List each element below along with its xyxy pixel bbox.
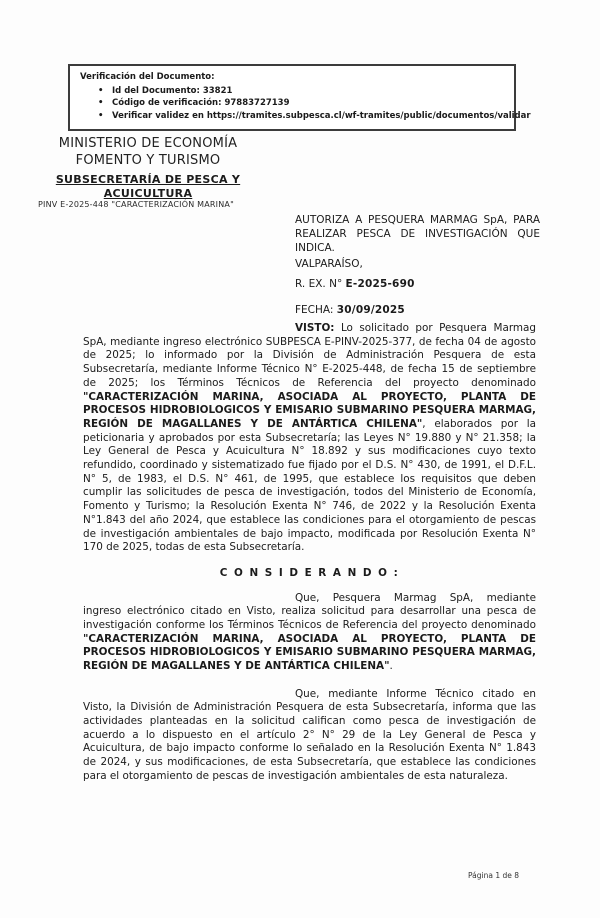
considerando-heading: C O N S I D E R A N D O : [219,566,400,579]
visto-label: VISTO: [295,322,335,334]
verification-code: • Código de verificación: 97883727139 [80,97,508,110]
verification-list [80,85,531,123]
considerando-paragraph-1 [83,592,536,674]
ministry-line-1: MINISTERIO DE ECONOMÍA [58,136,238,151]
considerando-1-text-1: Que, Pesquera Marmag SpA, mediante ingreso electrónico citado en Visto, realiza solicitud para desarrollar una pesca de investigación conforme los Términos Técnicos de Referencia del proyecto denominado [83,591,536,632]
resolution-body [83,322,536,783]
project-reference: PINV E-2025-448 "CARACTERIZACIÓN MARINA" [38,200,234,209]
date-value: 30/09/2025 [336,304,405,316]
ministry-name [42,136,254,169]
considerando-paragraph-2: Que, mediante Informe Técnico citado en Visto, la División de Administración Pesquera de esta Subsecretaría, informa que las actividades planteadas en la solicitud califican como pesca de investigación de acuerdo a lo dispuesto en el artículo 2° N° 29 de la Ley General de Pesca y Acuicultura, de bajo impacto conforme lo señalado en la Resolución Exenta N° 1.843 de 2024, y sus modificaciones, de esta Subsecretaría, que establece las condiciones para el otorgamiento de pescas de investigación ambientales de esta naturaleza. [83,687,536,782]
visto-text-1: Lo solicitado por Pesquera Marmag SpA, mediante ingreso electrónico SUBPESCA E-PINV-2025-377, de fecha 04 de agosto de 2025; lo informado por la División de Administración Pesquera de esta Subsecretaría, mediante Informe Técnico N° E-2025-448, de fecha 15 de septiembre de 2025; los Términos Técnicos de Referencia del proyecto denominado [83,322,536,389]
visto-paragraph [83,322,536,555]
subsecretaria-title: SUBSECRETARÍA DE PESCA Y ACUICULTURA [55,173,241,200]
visto-text-2: , elaborados por la peticionaria y aprobados por esta Subsecretaría; las Leyes N° 19.880 y N° 21.358; la Ley General de Pesca y Acuicultura N° 18.892 y sus modificaciones cuyo texto refundido, coordinado y sistematizado fue fijado por el D.S. N° 430, de 1991, el D.F.L. N° 5, de 1983, el D.S. N° 461, de 1995, que establece los requisitos que deben cumplir las solicitudes de pesca de investigación, todos del Ministerio de Economía, Fomento y Turismo; la Resolución Exenta N° 746, de 2022 y la Resolución Exenta N°1.843 del año 2024, que establece las condiciones para el otorgamiento de pescas de investigación ambientales de bajo impacto, modificada por Resolución Exenta N° 170 de 2025, todas de esta Subsecretaría. [83,417,536,554]
verification-box [68,64,531,131]
resolution-number-line [295,278,415,290]
page-number: Página 1 de 8 [468,871,520,880]
subject-title: AUTORIZA A PESQUERA MARMAG SpA, PARA REALIZAR PESCA DE INVESTIGACIÓN QUE INDICA. [295,214,540,254]
project-title-bold-2: "CARACTERIZACIÓN MARINA, ASOCIADA AL PROYECTO, PLANTA DE PROCESOS HIDROBIOLOGICOS Y EMISARIO SUBMARINO PESQUERA MARMAG, REGIÓN DE MAGALLANES Y DE ANTÁRTICA CHILENA" [83,632,536,673]
verification-title: Verificación del Documento: [80,72,215,82]
date-line [295,304,405,316]
resolution-number: E-2025-690 [345,278,415,290]
resolution-label: R. EX. N° [295,278,346,290]
ministry-line-2: FOMENTO Y TURISMO [75,152,221,168]
city-line: VALPARAÍSO, [295,258,363,270]
project-title-bold: "CARACTERIZACIÓN MARINA, ASOCIADA AL PROYECTO, PLANTA DE PROCESOS HIDROBIOLOGICOS Y EMISARIO SUBMARINO PESQUERA MARMAG, REGIÓN DE MAGALLANES Y DE ANTÁRTICA CHILENA" [83,390,536,430]
considerando-1-text-2: . [389,660,393,673]
date-label: FECHA: [295,304,337,316]
verification-document-id: • Id del Documento: 33821 [80,85,508,98]
verification-url-text: • Verificar validez en https://tramites.subpesca.cl/wf-tramites/public/documentos/validar [80,110,508,123]
